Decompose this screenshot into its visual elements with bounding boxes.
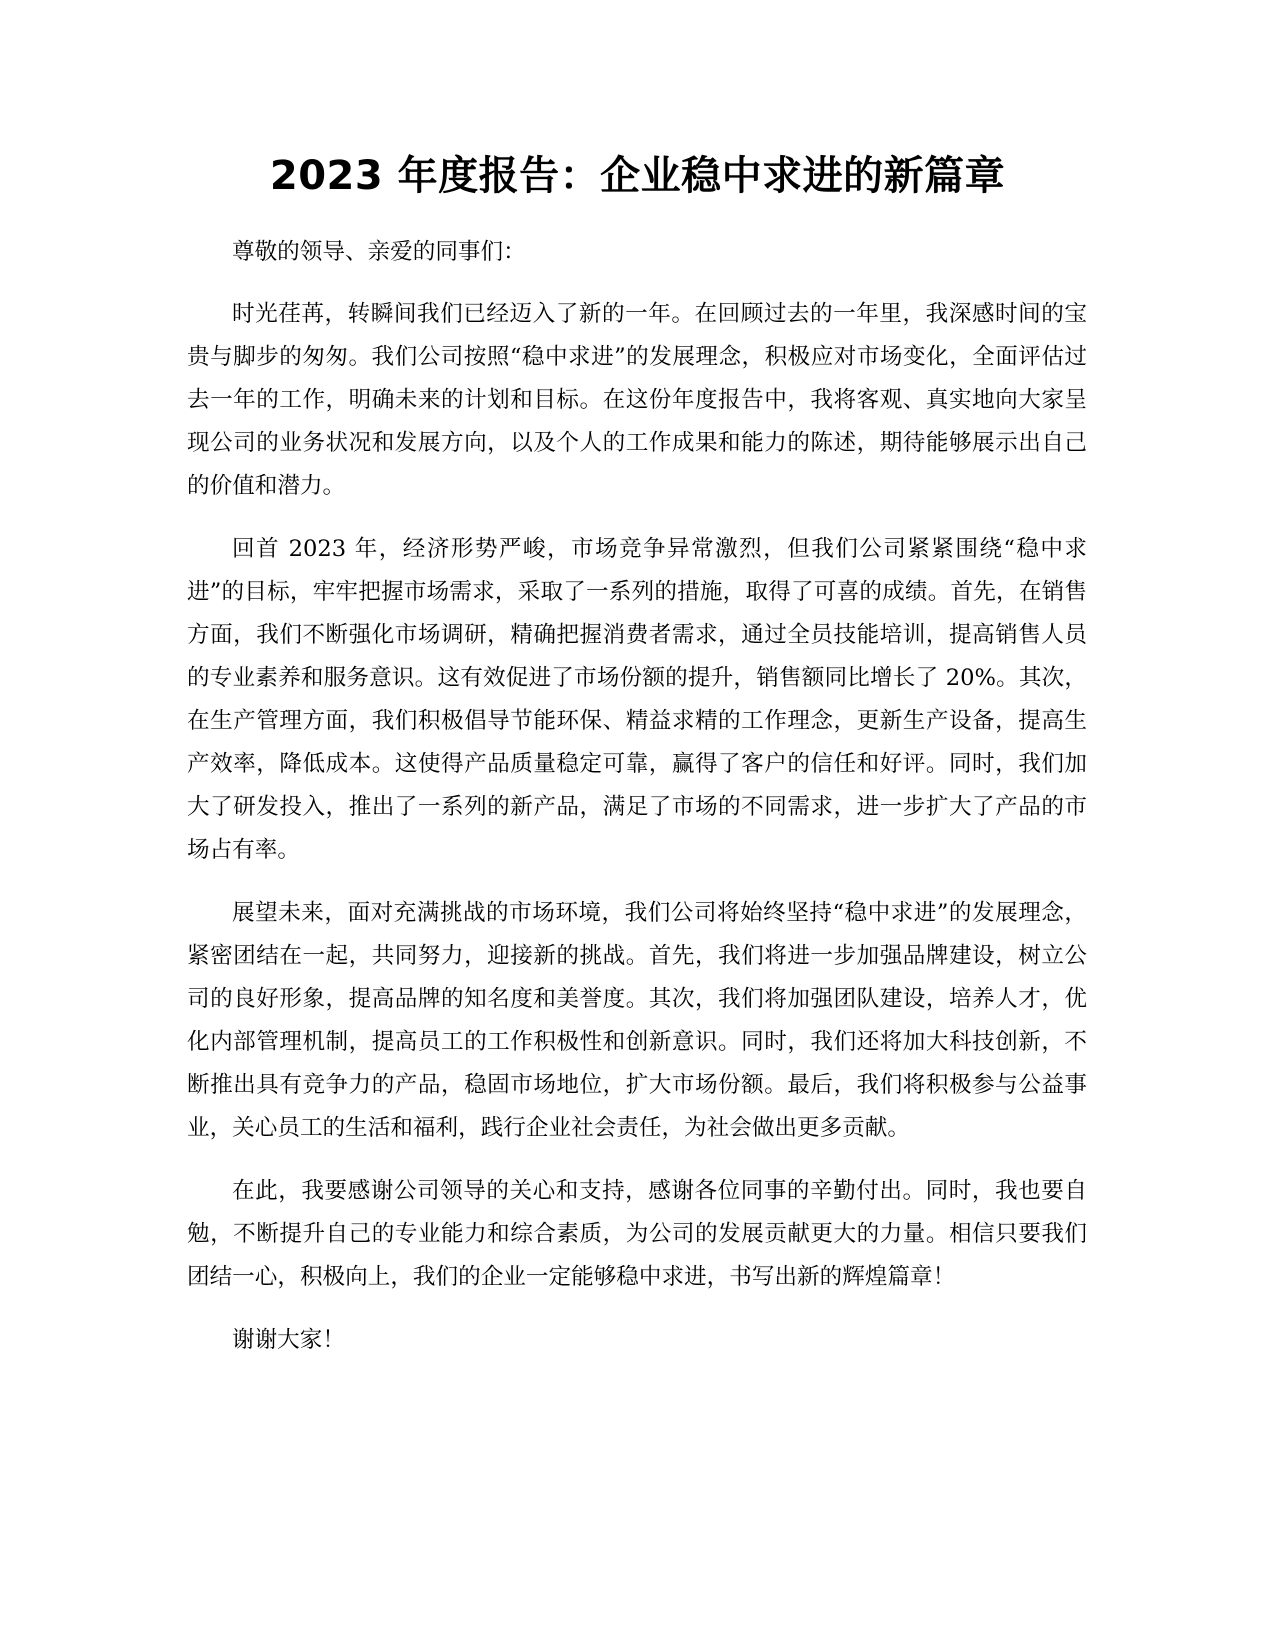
paragraph-intro: 时光荏苒，转瞬间我们已经迈入了新的一年。在回顾过去的一年里，我深感时间的宝贵与脚步的匆匆。我们公司按照“稳中求进”的发展理念，积极应对市场变化，全面评估过去一年的工作，明确未来的计划和目标。在这份年度报告中，我将客观、真实地向大家呈现公司的业务状况和发展方向，以及个人的工作成果和能力的陈述，期待能够展示出自己的价值和潜力。 — [187, 301, 1087, 499]
salutation: 尊敬的领导、亲爱的同事们： — [232, 239, 526, 265]
paragraph-thanks: 在此，我要感谢公司领导的关心和支持，感谢各位同事的辛勤付出。同时，我也要自勉，不断提升自己的专业能力和综合素质，为公司的发展贡献更大的力量。相信只要我们团结一心，积极向上，我们的企业一定能够稳中求进，书写出新的辉煌篇章！ — [187, 1178, 1087, 1290]
closing-line: 谢谢大家！ — [232, 1327, 345, 1353]
paragraph-review-2023: 回首 2023 年，经济形势严峻，市场竞争异常激烈，但我们公司紧紧围绕“稳中求进”的目标，牢牢把握市场需求，采取了一系列的措施，取得了可喜的成绩。首先，在销售方面，我们不断强化市场调研，精确把握消费者需求，通过全员技能培训，提高销售人员的专业素养和服务意识。这有效促进了市场份额的提升，销售额同比增长了 20%。其次，在生产管理方面，我们积极倡导节能环保、精益求精的工作理念，更新生产设备，提高生产效率，降低成本。这使得产品质量稳定可靠，赢得了客户的信任和好评。同时，我们加大了研发投入，推出了一系列的新产品，满足了市场的不同需求，进一步扩大了产品的市场占有率。 — [187, 536, 1087, 863]
document-title: 2023 年度报告：企业稳中求进的新篇章 — [269, 153, 1006, 199]
document-body — [187, 231, 1087, 1382]
paragraph-outlook: 展望未来，面对充满挑战的市场环境，我们公司将始终坚持“稳中求进”的发展理念，紧密团结在一起，共同努力，迎接新的挑战。首先，我们将进一步加强品牌建设，树立公司的良好形象，提高品牌的知名度和美誉度。其次，我们将加强团队建设，培养人才，优化内部管理机制，提高员工的工作积极性和创新意识。同时，我们还将加大科技创新，不断推出具有竞争力的产品，稳固市场地位，扩大市场份额。最后，我们将积极参与公益事业，关心员工的生活和福利，践行企业社会责任，为社会做出更多贡献。 — [187, 900, 1087, 1141]
